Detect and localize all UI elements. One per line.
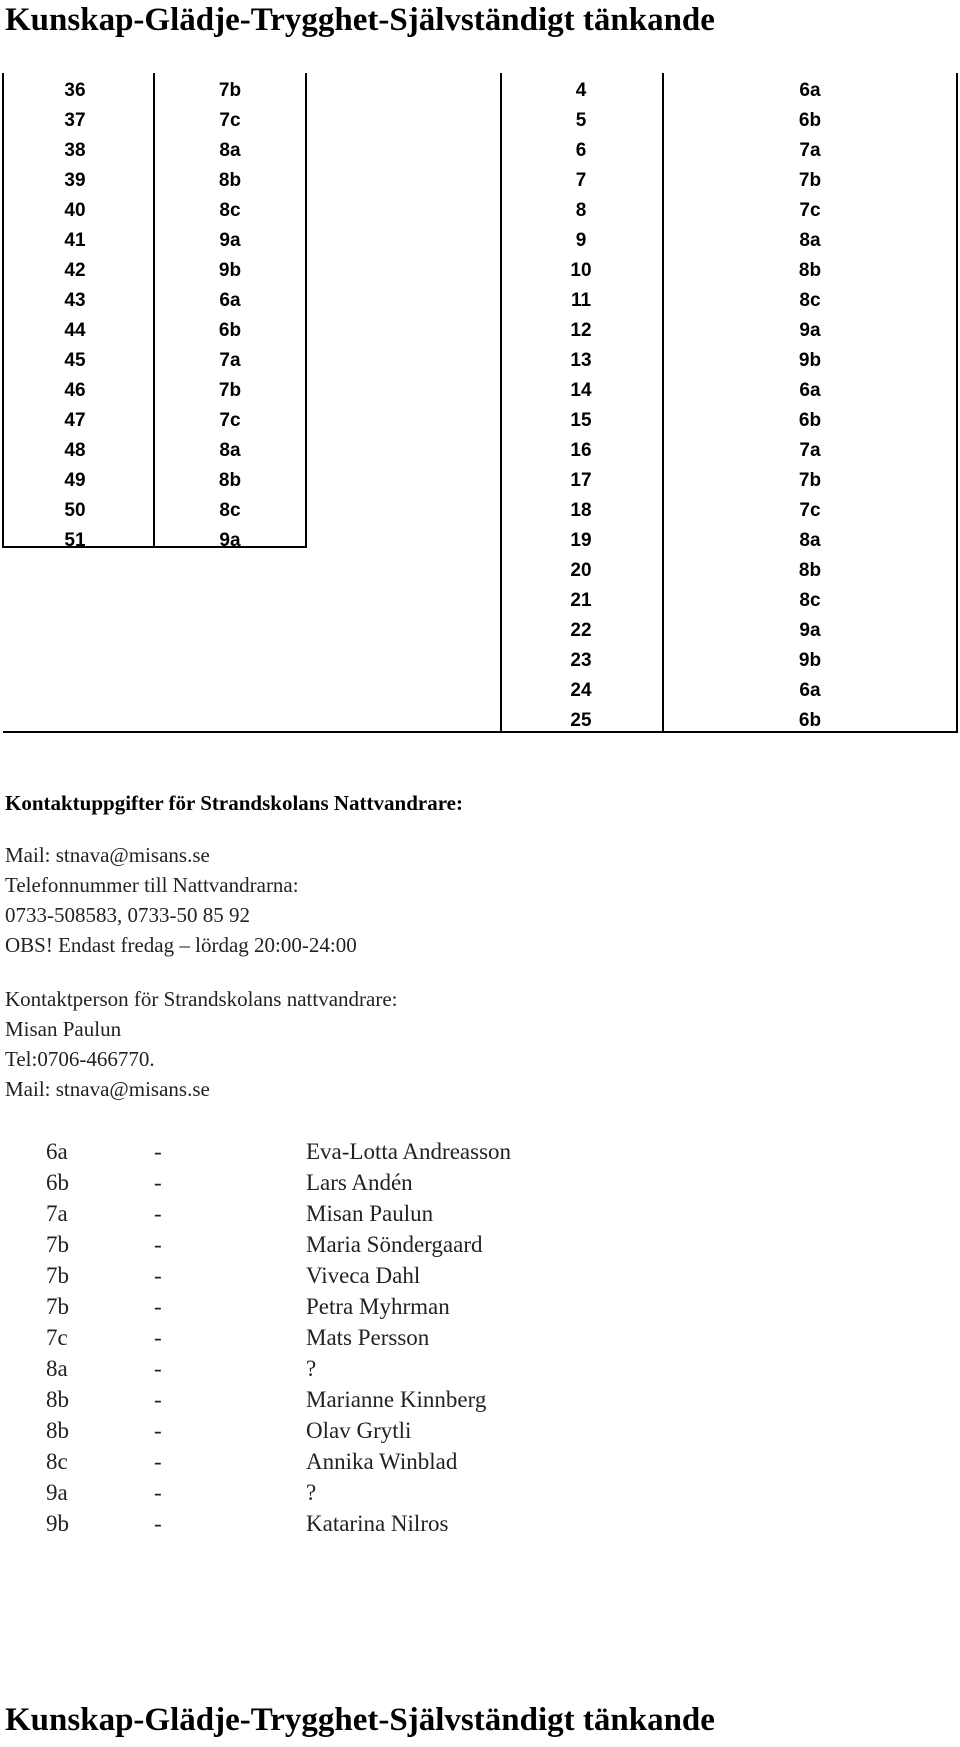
week-cell: 10	[570, 260, 592, 281]
class-cell: 9a	[219, 230, 241, 251]
contact-name: Viveca Dahl	[306, 1263, 421, 1288]
separator: -	[154, 1170, 162, 1195]
class-label: 6a	[46, 1139, 68, 1164]
banner-bottom: Kunskap-Glädje-Trygghet-Självständigt tänkande	[5, 1702, 715, 1738]
week-cell: 15	[570, 410, 592, 431]
schedule-table-right	[500, 73, 960, 733]
contact-info	[5, 788, 463, 1104]
contact-name: ?	[306, 1356, 317, 1381]
contact-line: Telefonnummer till Nattvandrarna:	[5, 873, 299, 897]
contact-name: Katarina Nilros	[306, 1511, 449, 1536]
contact-name: Eva-Lotta Andreasson	[306, 1139, 512, 1164]
week-cell: 12	[570, 320, 592, 341]
class-cell: 8c	[219, 500, 241, 521]
separator: -	[154, 1356, 162, 1381]
class-cell: 7a	[799, 440, 821, 461]
week-cell: 48	[64, 440, 86, 461]
class-cell: 8a	[219, 440, 241, 461]
week-cell: 46	[64, 380, 86, 401]
class-cell: 6b	[798, 710, 822, 731]
class-label: 7c	[46, 1325, 68, 1350]
contact-line: OBS! Endast fredag – lördag 20:00-24:00	[5, 933, 357, 957]
class-cell: 7a	[219, 350, 241, 371]
schedule-table-left	[0, 73, 310, 553]
class-cell: 9b	[218, 260, 242, 281]
class-label: 7a	[46, 1201, 68, 1226]
person-line: Mail: stnava@misans.se	[5, 1077, 210, 1101]
class-label: 7b	[46, 1263, 69, 1288]
week-cell: 20	[570, 560, 592, 581]
class-cell: 8c	[219, 200, 241, 221]
class-cell: 8a	[799, 530, 821, 551]
week-cell: 38	[64, 140, 86, 161]
class-cell: 8c	[799, 290, 821, 311]
class-cell: 6a	[219, 290, 241, 311]
class-cell: 9a	[219, 530, 241, 551]
week-cell: 44	[64, 320, 86, 341]
week-cell: 17	[570, 470, 592, 491]
class-cell: 7b	[218, 80, 242, 101]
class-cell: 7c	[799, 200, 821, 221]
class-cell: 8a	[219, 140, 241, 161]
class-cell: 8b	[218, 170, 242, 191]
contact-line: Mail: stnava@misans.se	[5, 843, 210, 867]
week-cell: 22	[570, 620, 592, 641]
class-label: 8b	[46, 1418, 69, 1443]
class-label: 8b	[46, 1387, 69, 1412]
class-cell: 6a	[799, 80, 821, 101]
class-label: 7b	[46, 1232, 69, 1257]
class-label: 9a	[46, 1480, 68, 1505]
contact-name: Marianne Kinnberg	[306, 1387, 487, 1412]
week-cell: 42	[64, 260, 86, 281]
class-label: 8c	[46, 1449, 68, 1474]
week-column	[536, 76, 626, 736]
contact-name: Petra Myhrman	[306, 1294, 450, 1319]
contact-name: Mats Persson	[306, 1325, 430, 1350]
class-column	[185, 76, 275, 556]
class-cell: 9b	[798, 350, 822, 371]
week-cell: 21	[570, 590, 592, 611]
contact-name: Annika Winblad	[306, 1449, 458, 1474]
class-cell: 7b	[798, 170, 822, 191]
separator: -	[154, 1480, 162, 1505]
class-cell: 7c	[799, 500, 821, 521]
week-cell: 41	[64, 230, 86, 251]
contact-name: Misan Paulun	[306, 1201, 434, 1226]
class-cell: 7a	[799, 140, 821, 161]
week-cell: 18	[570, 500, 592, 521]
class-label: 9b	[46, 1511, 69, 1536]
class-cell: 8b	[798, 560, 822, 581]
week-cell: 37	[64, 110, 86, 131]
contact-heading: Kontaktuppgifter för Strandskolans Nattvandrare:	[5, 791, 463, 815]
class-cell: 9a	[799, 320, 821, 341]
class-column	[765, 76, 855, 736]
week-cell: 47	[64, 410, 86, 431]
week-cell: 9	[575, 230, 587, 251]
class-cell: 6b	[218, 320, 242, 341]
week-cell: 36	[64, 80, 86, 101]
week-cell: 14	[570, 380, 592, 401]
person-line: Misan Paulun	[5, 1017, 122, 1041]
separator: -	[154, 1511, 162, 1536]
banner-top: Kunskap-Glädje-Trygghet-Självständigt tänkande	[5, 2, 715, 38]
contact-name: ?	[306, 1480, 317, 1505]
class-cell: 7c	[219, 110, 241, 131]
separator: -	[154, 1418, 162, 1443]
week-cell: 50	[64, 500, 86, 521]
class-cell: 7b	[218, 380, 242, 401]
class-cell: 6b	[798, 410, 822, 431]
separator: -	[154, 1449, 162, 1474]
week-cell: 8	[575, 200, 587, 221]
contact-name: Lars Andén	[306, 1170, 413, 1195]
week-cell: 25	[570, 710, 592, 731]
contact-line: 0733-508583, 0733-50 85 92	[5, 903, 250, 927]
separator: -	[154, 1201, 162, 1226]
week-cell: 16	[570, 440, 592, 461]
class-cell: 8b	[218, 470, 242, 491]
week-cell: 23	[570, 650, 592, 671]
separator: -	[154, 1232, 162, 1257]
class-cell: 7c	[219, 410, 241, 431]
class-cell: 8c	[799, 590, 821, 611]
week-cell: 49	[64, 470, 86, 491]
class-cell: 6b	[798, 110, 822, 131]
class-cell: 6a	[799, 680, 821, 701]
class-cell: 9a	[799, 620, 821, 641]
class-cell: 6a	[799, 380, 821, 401]
week-cell: 6	[575, 140, 587, 161]
class-label: 7b	[46, 1294, 69, 1319]
class-label: 6b	[46, 1170, 69, 1195]
separator: -	[154, 1139, 162, 1164]
week-cell: 39	[64, 170, 86, 191]
separator: -	[154, 1263, 162, 1288]
week-cell: 24	[570, 680, 592, 701]
class-cell: 7b	[798, 470, 822, 491]
week-cell: 5	[575, 110, 587, 131]
week-cell: 45	[64, 350, 86, 371]
separator: -	[154, 1294, 162, 1319]
week-cell: 13	[570, 350, 592, 371]
separator: -	[154, 1325, 162, 1350]
person-line: Kontaktperson för Strandskolans nattvandrare:	[5, 987, 398, 1011]
separator: -	[154, 1387, 162, 1412]
week-cell: 40	[64, 200, 86, 221]
person-line: Tel:0706-466770.	[5, 1047, 155, 1071]
class-cell: 8b	[798, 260, 822, 281]
class-cell: 8a	[799, 230, 821, 251]
week-cell: 19	[570, 530, 592, 551]
week-cell: 4	[575, 80, 587, 101]
contact-name: Olav Grytli	[306, 1418, 412, 1443]
week-cell: 43	[64, 290, 86, 311]
class-cell: 9b	[798, 650, 822, 671]
week-cell: 11	[570, 290, 592, 311]
week-column	[30, 76, 120, 556]
week-cell: 7	[575, 170, 587, 191]
contact-name: Maria Söndergaard	[306, 1232, 483, 1257]
class-label: 8a	[46, 1356, 68, 1381]
week-cell: 51	[64, 530, 86, 551]
